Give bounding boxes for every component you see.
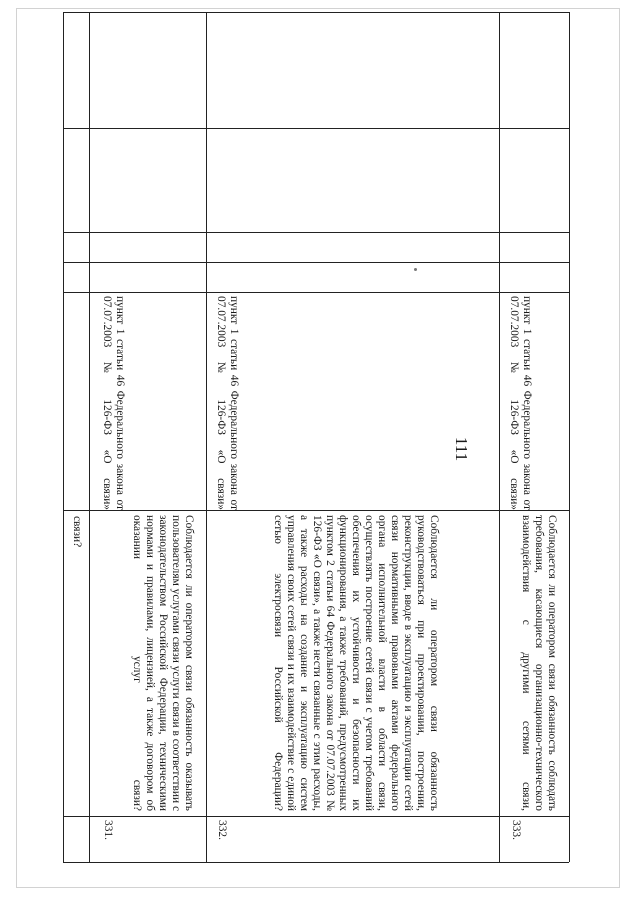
row-number: 333. (510, 820, 522, 840)
page-number: 111 (452, 436, 471, 462)
table-border-right (569, 12, 570, 862)
column-separator (63, 232, 569, 233)
row-number: 331. (102, 820, 114, 840)
column-separator (63, 816, 569, 817)
requirement-question-text: Соблюдается ли оператором связи обязанность руководствоваться при проектировании, построении, реконструкции, вводе в эксплуатацию и эксплуатации сетей связи нормативными правовыми актами федерального органа исполнительной власти в области связи, осуществлять построение сетей связи с учетом требований обеспечения их устойчивости и безопасности их функционирования, а также требований, предусмотренных пунктом 2 статьи 64 Федерального закона от 07.07.2003 № 126-ФЗ «О связи», а также нести связанные с этим расходы, а также расходы на создание и эксплуатацию систем управления своих сетей связи и их взаимодействие с единой сетью электросвязи Российской Федерации? (272, 515, 440, 811)
row-number: 332. (216, 820, 228, 840)
scan-speck (414, 268, 417, 271)
legal-reference-text: пункт 1 статьи 46 Федерального закона от 07.07.2003 № 126-ФЗ «О связи» (215, 296, 240, 510)
table-border-top (63, 12, 569, 13)
carry-over-question-text: связи? (71, 516, 83, 548)
column-separator (63, 292, 569, 293)
requirement-question-text: Соблюдается ли оператором связи обязанность соблюдать требования, касающиеся организационно-технического взаимодействия с другими сетями связи, (520, 515, 558, 811)
requirement-question-text: Соблюдается ли оператором связи обязанность оказывать пользователям услугами связи услуги связи в соответствии с законодательством Российской Федерации, техническими нормами и правилами, лицензией, а также договором об оказании услуг связи? (131, 515, 195, 811)
legal-reference-text: пункт 1 статьи 46 Федерального закона от 07.07.2003 № 126-ФЗ «О связи» (101, 296, 126, 510)
column-separator (63, 262, 569, 263)
column-separator (63, 128, 569, 129)
table-border-bottom (63, 862, 569, 863)
legal-reference-text: пункт 1 статьи 46 Федерального закона от 07.07.2003 № 126-ФЗ «О связи» (508, 296, 533, 510)
row-separator (89, 12, 90, 862)
column-separator (63, 510, 569, 511)
